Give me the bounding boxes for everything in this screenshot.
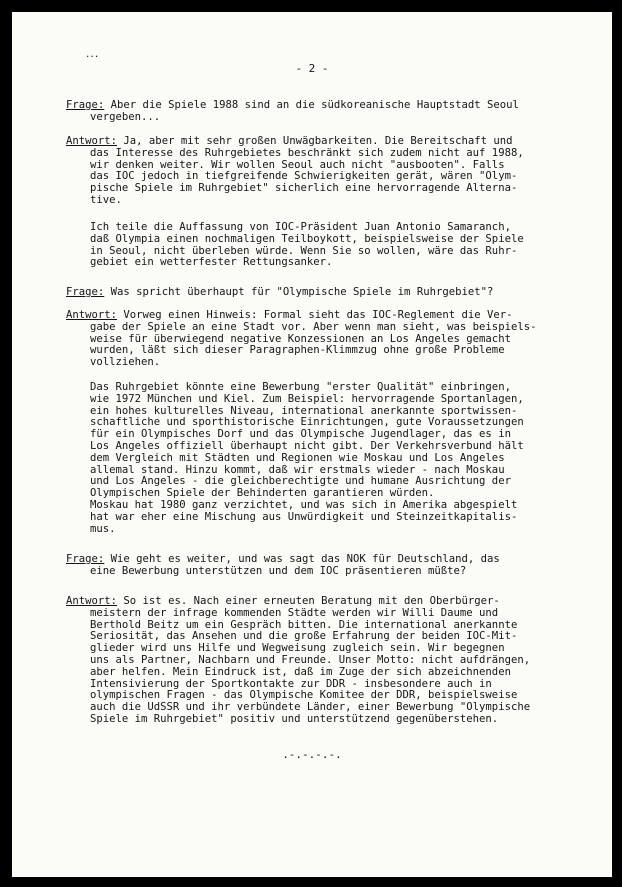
page-number: - 2 - [295,62,329,75]
text-line: Los Angeles offiziell überhaupt nicht gibt. Der Verkehrsverbund hält [90,439,524,452]
text-line: ein hohes kulturelles Niveau, international anerkannte sportwissen- [90,404,518,417]
text-line: wurden, läßt sich dieser Paragraphen-Klimmzug ohne große Probleme [90,344,505,357]
text-line: tive. [90,193,122,206]
speaker-label: Frage: [66,286,105,298]
text-line: das IOC jedoch in tiefgreifende Schwierigkeiten gerät, wären "Olym- [90,170,518,183]
text-line: aber helfen. Mein Eindruck ist, daß im Zuge der sich abzeichnenden [90,665,511,678]
text-line: weise für überwiegend negative Konzessionen an Los Angeles gemacht [90,332,511,345]
speaker-label: Antwort: [66,595,118,607]
document-page [12,12,612,877]
text-line: mus. [90,522,116,535]
answer-paragraph [66,382,606,535]
text-line: allemal stand. Hinzu kommt, daß wir erstmals wieder - nach Moskau [90,463,505,476]
end-mark: .-.-.-.-. [282,748,342,761]
text-line: olympischen Fragen - das Olympische Komitee der DDR, beispielsweise [90,689,518,702]
speaker-label: Frage: [66,553,105,565]
question-block [66,100,606,124]
answer-paragraph [66,222,606,269]
text-line: schaftliche und sporthistorische Einrichtungen, gute Voraussetzungen [90,416,524,429]
text-line: Antwort: Ja, aber mit sehr großen Unwägbarkeiten. Die Bereitschaft und [66,135,513,147]
text-line: Intensivierung der Sportkontakte zur DDR - insbesondere auch in [90,677,492,690]
text-line: Moskau hat 1980 ganz verzichtet, und was sich in Amerika abgespielt [90,498,518,511]
text-line: auch die UdSSR und ihr verbündete Länder, einer Bewerbung "Olympische [90,701,531,714]
text-line: das Interesse des Ruhrgebietes beschränkt sich zudem nicht auf 1988, [90,146,524,159]
text-line: Olympischen Spiele der Behinderten garantieren würden. [90,487,435,500]
text-line: Frage: Was spricht überhaupt für "Olympische Spiele im Ruhrgebiet"? [66,286,494,298]
text-line: daß Olympia einen nochmaligen Teilboykott, beispielsweise der Spiele [90,232,524,245]
text-line: Frage: Wie geht es weiter, und was sagt das NOK für Deutschland, das [66,553,500,565]
text-line: Frage: Aber die Spiele 1988 sind an die südkoreanische Hauptstadt Seoul [66,99,519,111]
text-line: dem Vergleich mit Städten und Regionen wie Moskau und Los Angeles [90,451,505,464]
text-line: in Seoul, nicht überleben würde. Wenn Sie so wollen, wäre das Ruhr- [90,244,518,257]
text-line: meistern der infrage kommenden Städte werden wir Willi Daume und [90,606,499,619]
corner-mark: ... [85,50,99,60]
text-line: vollziehen. [90,356,161,369]
text-line: Spiele im Ruhrgebiet" positiv und unterstützend gegenüberstehen. [90,712,499,725]
text-line: pische Spiele im Ruhrgebiet" sicherlich eine hervorragende Alterna- [90,182,518,195]
text-line: Antwort: So ist es. Nach einer erneuten Beratung mit den Oberbürger- [66,595,500,607]
text-line: gabe der Spiele an eine Stadt vor. Aber wenn man sieht, was beispiels- [90,320,537,333]
text-line: Ich teile die Auffassung von IOC-Präsident Juan Antonio Samaranch, [90,221,511,233]
text-line: und Los Angeles - die gleichberechtigte und humane Ausrichtung der [90,475,511,488]
answer-block [66,596,606,726]
speaker-label: Frage: [66,99,105,111]
text-line: glieder wird uns Hilfe und Wegweisung zugleich sein. Wir begegnen [90,642,505,655]
text-line: hat war eher eine Mischung aus Unwürdigkeit und Steinzeitkapitalis- [90,510,518,523]
text-line: Das Ruhrgebiet könnte eine Bewerbung "erster Qualität" einbringen, [90,381,511,393]
text-line: gebiet ein wetterfester Rettungsanker. [90,256,333,269]
text-line: vergeben... [90,110,161,123]
text-line: wir denken weiter. Wir wollen Seoul auch nicht "ausbooten". Falls [90,158,505,171]
question-block [66,287,606,299]
answer-block [66,310,606,369]
speaker-label: Antwort: [66,135,118,147]
question-block [66,554,606,578]
text-line: eine Bewerbung unterstützen und dem IOC präsentieren müßte? [90,564,467,577]
text-line: Berthold Beitz um ein Gespräch bitten. Die international anerkannte [90,618,518,631]
text-line: für ein Olympisches Dorf und das Olympische Jugendlager, das es in [90,428,511,441]
text-line: Antwort: Vorweg einen Hinweis: Formal sieht das IOC-Reglement die Ver- [66,309,513,321]
speaker-label: Antwort: [66,309,118,321]
text-line: Seriosität, das Ansehen und die große Erfahrung der beiden IOC-Mit- [90,630,518,643]
text-line: uns als Partner, Nachbarn und Freunde. Unser Motto: nicht aufdrängen, [90,653,531,666]
answer-block [66,136,606,207]
text-line: wie 1972 München und Kiel. Zum Beispiel: hervorragende Sportanlagen, [90,392,524,405]
